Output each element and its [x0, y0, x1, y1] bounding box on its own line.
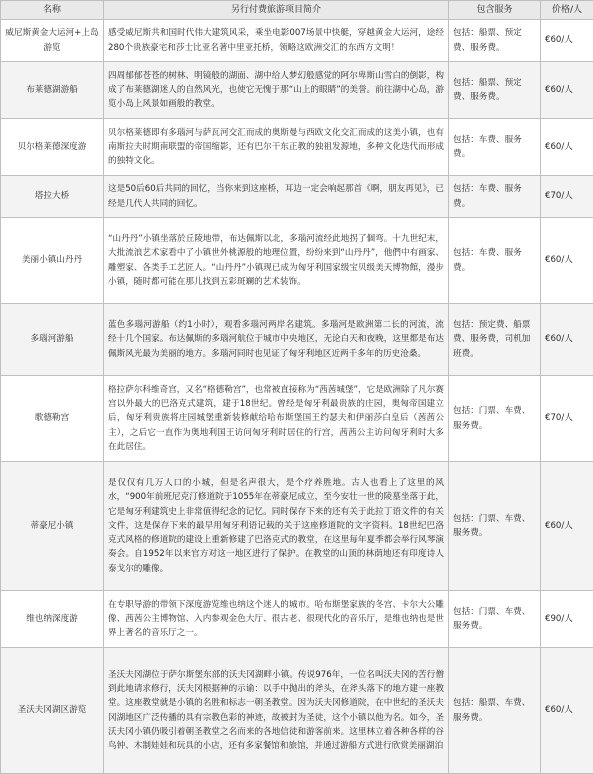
row-description: 感受威尼斯共和国时代伟大建筑风采，乘坐电影007场景中快艇，穿越黄金大运河，途经280个贵族豪宅和莎士比亚名著中里亚托桥，领略这欧洲交汇的东西方文明！	[104, 20, 449, 62]
row-name: 布莱德湖游船	[1, 62, 104, 119]
row-description: 格拉萨尔科维奇宫，又名“格德勒宫”，也常被直接称为“茜茜城堡”，它是欧洲除了凡尔赛宫以外最大的巴洛克式建筑，建于18世纪。曾经是匈牙利最贵族的庄园，奥匈帝国建立后，匈牙利贵族将庄园城堡重新装修献给哈布斯堡国王约瑟夫和伊丽莎白皇后（茜茜公主），之后它一直作为奥地利国王访问匈牙利时居住的行宫，茜茜公主访问匈牙利时大多在此居住。	[104, 376, 449, 462]
row-price: €90/人	[541, 591, 593, 648]
row-service: 包括：门票、车费、服务费。	[449, 591, 541, 648]
row-service: 包括：预定费、船票费、服务费，司机加班费。	[449, 304, 541, 376]
row-service: 包括：车费、服务费。	[449, 119, 541, 176]
row-price: €70/人	[541, 176, 593, 218]
row-price: €60/人	[541, 119, 593, 176]
row-description: 蓝色多瑙河游船（约1小时），观看多瑙河两岸名建筑。多瑙河是欧洲第二长的河流，流经十几个国家。布达佩斯的多瑙河航位于城市中央地区，无论白天和夜晚，这里都是布达佩斯风光最为美丽的地方。多瑙河同时也见证了匈牙利地区近两千多年的历史沧桑。	[104, 304, 449, 376]
row-description: 是仅仅有几万人口的小城，但是名声很大，是个疗养胜地。古人也看上了这里的风水，“900年前班尼克汀修道院于1055年在蒂豪尼成立，至今安壮一世的陵墓坐落于此，它是匈牙利建筑史上非常值得纪念的记忆。同时保存下来的还有关于此拉丁语文件的有关文件，这是保存下来的最早用匈牙利语记载的关于这座修道院的文字资料。18世纪巴洛克式风格的修道院的建设上重新修建了巴洛克式的教堂，在这里每年夏季都会举行风琴演奏会。自1952年以来官方对这一地区进行了保护。在教堂的山顶的林荫地还有印度诗人泰戈尔的雕像。	[104, 462, 449, 591]
table-row	[1, 648, 593, 774]
header-price: 价格/人	[541, 1, 593, 20]
row-description: 这是50后60后共同的回忆，当你来到这座桥，耳边一定会响起那首《啊，朋友再见》，已经是几代人共同的回忆。	[104, 176, 449, 218]
row-name: 塔拉大桥	[1, 176, 104, 218]
row-price: €60/人	[541, 462, 593, 591]
row-service: 包括：门票、车费、服务费。	[449, 462, 541, 591]
row-description: 贝尔格莱德即有多瑙河与萨瓦河交汇而成的奥斯曼与西欧文化交汇而成的这美小镇，也有南斯拉夫时期南联盟的帝国缩影，还有巴尔干东正教的独祖发源地，多种文化迭代而形成的独特文化。	[104, 119, 449, 176]
row-price: €60/人	[541, 20, 593, 62]
row-name: 威尼斯黄金大运河+上岛游览	[1, 20, 104, 62]
row-price: €60/人	[541, 218, 593, 304]
table-header-row	[1, 1, 593, 20]
row-service: 包括：船票、车费、服务费。	[449, 648, 541, 774]
row-price: €70/人	[541, 376, 593, 462]
row-description: 在专职导游的带领下深度游览维也纳这个迷人的城市。哈布斯堡家族的冬宫、卡尔大公雕像、茜茜公主博物馆、入内参观金色大厅、很古老、很现代化的音乐厅，是维也纳也是世界上著名的音乐厅之一。	[104, 591, 449, 648]
row-description: 圣沃夫冈湖位于萨尔斯堡东部的沃夫冈湖畔小镇。传说976年，一位名叫沃夫冈的苦行僧到此地请求修行，沃夫冈根据神的示谕：以手中抛出的斧头，在斧头落下的地方建一座教堂。这座教堂就是小镇的名胜和标志一朝圣教堂。因为沃夫冈修道院，在中世纪的圣沃夫冈湖地区广泛传播的具有宗教色彩的神迹，故被封为圣徒，这个小镇以他为名。如今，圣沃夫冈小镇仍吸引着朝圣教堂之名而来的各地信徒和游客前来。这里林立着各种各样的谷鸟钟、木制娃娃和玩具的小店，还有多家餐馆和旅馆，并通过游船方式进行欣赏美丽湖泊	[104, 648, 449, 774]
row-description: 四周郁郁苍苍的树林、明镜般的湖面、湖中给人梦幻般感觉的阿尔卑斯山雪白的倒影，构成了布莱德湖迷人的自然风光，也使它无愧于那“山上的眼睛”的美誉。前往湖中心岛，游览小岛上风景如画般的教堂。	[104, 62, 449, 119]
header-name: 名称	[1, 1, 104, 20]
row-name: 蒂豪尼小镇	[1, 462, 104, 591]
row-name: 贝尔格莱德深度游	[1, 119, 104, 176]
row-description: “山丹丹”小镇坐落於丘陵地带，布达佩斯以北，多瑙河流经此地拐了個弯。十九世纪末，大批流浪艺术家看中了小镇世外桃源般的地理位置，纷纷来到“山丹丹”，他們中有画家、雕塑家、各类手工艺匠人。“山丹丹”小镇现已成为匈牙利国家级宝贝级美天博物館，漫步小镇，随时都可能在那儿找到五彩斑斓的艺术装饰。	[104, 218, 449, 304]
row-name: 多瑙河游船	[1, 304, 104, 376]
row-service: 包括：船票、预定费、服务费。	[449, 20, 541, 62]
row-service: 包括：车费、服务费。	[449, 176, 541, 218]
table-row	[1, 304, 593, 376]
row-price: €60/人	[541, 304, 593, 376]
header-service: 包含服务	[449, 1, 541, 20]
table-row	[1, 218, 593, 304]
row-name: 维也纳深度游	[1, 591, 104, 648]
table-row	[1, 376, 593, 462]
table-row	[1, 591, 593, 648]
row-name: 圣沃夫冈湖区游览	[1, 648, 104, 774]
table-row	[1, 462, 593, 591]
row-price: €60/人	[541, 62, 593, 119]
table-row	[1, 62, 593, 119]
row-name: 美丽小镇山丹丹	[1, 218, 104, 304]
header-description: 另行付费旅游项目简介	[104, 1, 449, 20]
row-name: 歌德勒宫	[1, 376, 104, 462]
row-service: 包括：车费、服务费。	[449, 218, 541, 304]
row-service: 包括：船票、预定费、服务费。	[449, 62, 541, 119]
row-price: €60/人	[541, 648, 593, 774]
table-row	[1, 119, 593, 176]
table-row	[1, 20, 593, 62]
table-row	[1, 176, 593, 218]
row-service: 包括：门票、车费、服务费。	[449, 376, 541, 462]
